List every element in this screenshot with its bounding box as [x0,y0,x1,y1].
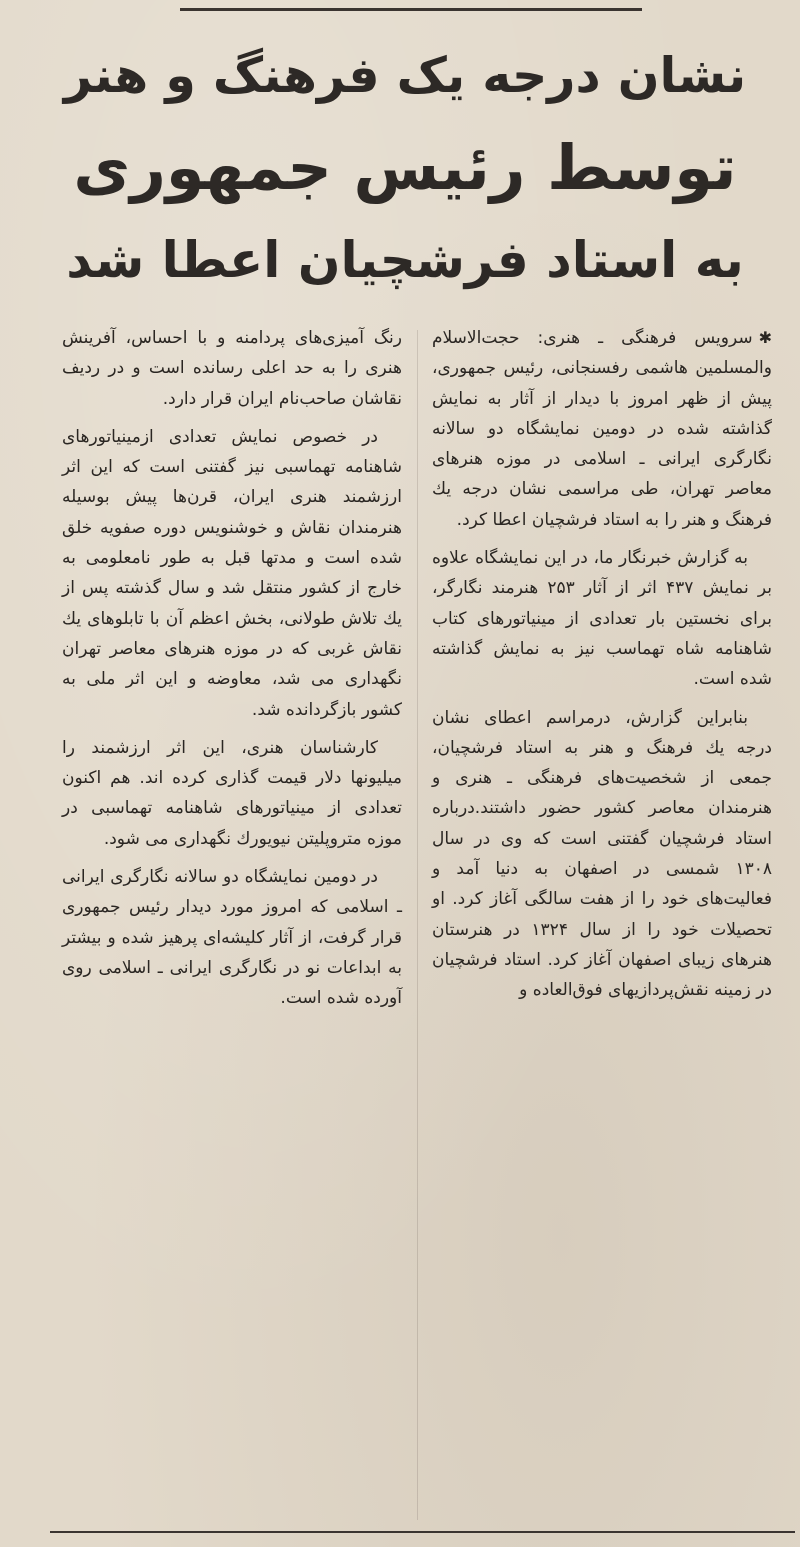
paragraph: کارشناسان هنری، این اثر ارزشمند را میلیونها دلار قیمت گذاری کرده اند. هم اکنون تعدادی از مینیاتورهای شاهنامه تهماسبی در موزه متروپلیتن نیویورك نگهداری می شود. [62,737,402,849]
top-rule [180,8,642,11]
article-column-left [62,323,402,1014]
asterisk-bullet-icon: ✱ [758,328,772,347]
headline-line-3: به استاد فرشچیان اعطا شد [66,231,744,289]
paragraph: در دومین نمایشگاه دو سالانه نگارگری ایرانی ـ اسلامی که امروز مورد دیدار رئیس جمهوری قرار گرفت، از آثار کلیشه‌ای پرهیز شده و بیشتر به ابداعات نو در نگارگری ایرانی ـ اسلامی روی آورده شده است. [62,867,402,1009]
paragraph: در خصوص نمایش تعدادی ازمینیاتورهای شاهنامه تهماسبی نیز گفتنی است که این اثر ارزشمند هنری ایران، قرن‌ها پیش بوسیله هنرمندان نقاش و خوشنویس دوره صفویه خلق شده است و مدتها قبل به طور نامعلومی به خارج از کشور منتقل شد و سال گذشته پس از یك تلاش طولانی، بخش اعظم آن با تابلوهای یك نقاش غربی که در موزه هنرهای معاصر تهران نگهداری می شد، معاوضه و این اثر ملی به کشور بازگردانده شد. [62,426,402,720]
column-divider [417,330,418,1520]
bottom-rule [50,1531,795,1533]
headline [60,30,750,306]
article-column-right [432,323,772,1006]
headline-line-1: نشان درجه یک فرهنگ و هنر [63,47,747,104]
paragraph: به گزارش خبرنگار ما، در این نمایشگاه علاوه بر نمایش ۴۳۷ اثر از آثار ۲۵۳ هنرمند نگارگر، برای نخستین بار تعدادی از مینیاتورهای کتاب شاهنامه شاه تهماسب نیز به نمایش گذاشته شده است. [432,548,772,690]
headline-line-2: توسط رئیس جمهوری [73,131,737,204]
paragraph: بنابراین گزارش، درمراسم اعطای نشان درجه یك فرهنگ و هنر به استاد فرشچیان، جمعی از شخصیت‌های فرهنگی ـ هنری و هنرمندان معاصر کشور حضور داشتند.درباره استاد فرشچیان گفتنی است که وی در سال ۱۳۰۸ شمسی در اصفهان به دنیا آمد و فعالیت‌های خود را از هفت سالگی آغاز کرد. او تحصیلات خود را از سال ۱۳۲۴ در هنرستان هنرهای زیبای اصفهان آغاز کرد. استاد فرشچیان در زمینه نقش‌پردازیهای فوق‌العاده و [432,707,772,1001]
paragraph-text: سرویس فرهنگی ـ هنری: حجت‌الاسلام والمسلمین هاشمی رفسنجانی، رئیس جمهوری، پیش از ظهر امروز با دیدار از آثار به نمایش گذاشته شده در دومین نمایشگاه دو سالانه نگارگری ایرانی ـ اسلامی در موزه هنرهای معاصر تهران، طی مراسمی نشان درجه یك فرهنگ و هنر را به استاد فرشچیان اعطا کرد. [432,328,772,530]
paragraph [432,323,772,535]
paragraph: رنگ آمیزی‌های پردامنه و با احساس، آفرینش هنری را به حد اعلی رسانده است و در ردیف نقاشان صاحب‌نام ایران قرار دارد. [62,328,402,409]
